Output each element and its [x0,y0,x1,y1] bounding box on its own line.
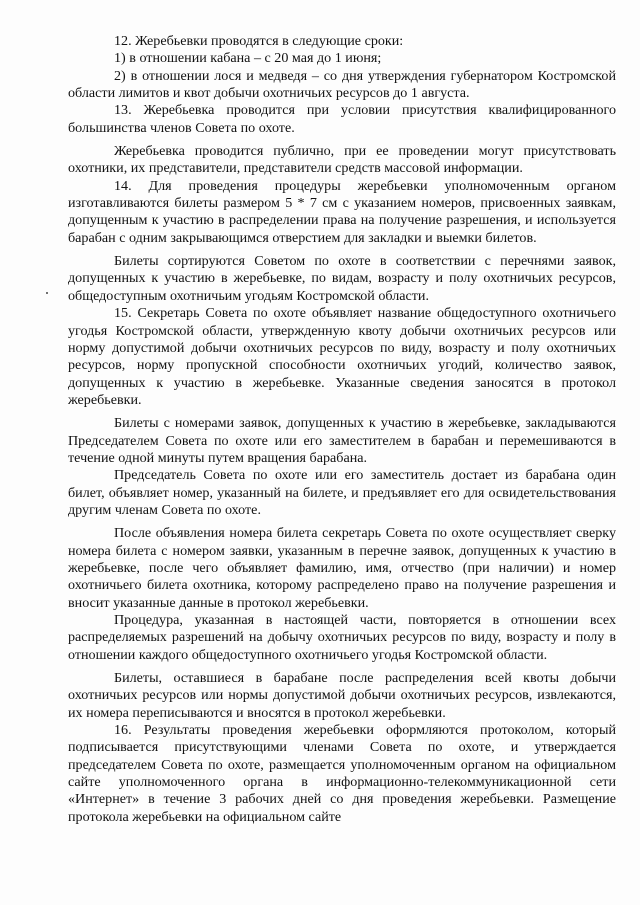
paragraph-14: 14. Для проведения процедуры жеребьевки уполномоченным органом изготавливаются билеты размером 5 * 7 см с указанием номеров, присвоенных заявкам, допущенным к участию в распределении права на получение разрешения, и используется барабан с одним закрывающимся отверстием для закладки и выемки билетов. [68,177,616,246]
paragraph-15-verification: После объявления номера билета секретарь Совета по охоте осуществляет сверку номера билета с номером заявки, указанным в перечне заявок, допущенных к участию в жеребьевке, после чего объявляет фамилию, имя, отчество (при наличии) и номер охотничьего билета охотника, которому распределено право на получение разрешения и вносит указанные данные в протокол жеребьевки. [68,525,616,611]
paragraph-14-sorting: Билеты сортируются Советом по охоте в соответствии с перечнями заявок, допущенных к участию в жеребьевке, по видам, возрасту и полу охотничьих ресурсов, общедоступным охотничьим угодьям Костромской области. [68,253,616,304]
document-body [68,33,616,826]
paragraph-15-repeat: Процедура, указанная в настоящей части, повторяется в отношении всех распределяемых разрешений на добычу охотничьих ресурсов по виду, возрасту и полу в отношении каждого общедоступного охотничьего угодья Костромской области. [68,612,616,663]
paragraph-15-remaining: Билеты, оставшиеся в барабане после распределения всей квоты добычи охотничьих ресурсов или нормы допустимой добычи охотничьих ресурсов, извлекаются, их номера переписываются и вносятся в протокол жеребьевки. [68,670,616,721]
paragraph-12-heading: 12. Жеребьевки проводятся в следующие сроки: [114,33,404,49]
paragraph-13: 13. Жеребьевка проводится при условии присутствия квалифицированного большинства членов Совета по охоте. [68,102,616,136]
paragraph-15: 15. Секретарь Совета по охоте объявляет название общедоступного охотничьего угодья Костромской области, утвержденную квоту добычи охотничьих ресурсов или норму допустимой добычи охотничьих ресурсов по виду, возрасту и полу охотничьих ресурсов, норму пропускной способности охотничьих угодий, количество заявок, допущенных к участию в жеребьевке. Указанные сведения заносятся в протокол жеребьевки. [68,305,616,408]
paragraph-12-item-2: 2) в отношении лося и медведя – со дня утверждения губернатором Костромской области лимитов и квот добычи охотничьих ресурсов до 1 августа. [68,67,616,102]
scan-speck [46,292,48,294]
paragraph-13-publicity: Жеребьевка проводится публично, при ее проведении могут присутствовать охотники, их представители, представители средств массовой информации. [68,143,616,177]
paragraph-12-item-1: 1) в отношении кабана – с 20 мая до 1 июня; [114,50,382,67]
paragraph-15-tickets: Билеты с номерами заявок, допущенных к участию в жеребьевке, закладываются Председателем Совета по охоте или его заместителем в барабан и перемешиваются в течение одной минуты путем вращения барабана. [68,415,616,466]
paragraph-16: 16. Результаты проведения жеребьевки оформляются протоколом, который подписывается присутствующими членами Совета по охоте, и утверждается председателем Совета по охоте, размещается уполномоченным органом на официальном сайте уполномоченного органа в информационно-телекоммуникационной сети «Интернет» в течение 3 рабочих дней со дня проведения жеребьевки. Размещение протокола жеребьевки на официальном сайте [68,722,616,825]
paragraph-15-draw: Председатель Совета по охоте или его заместитель достает из барабана один билет, объявляет номер, указанный на билете, и предъявляет его для освидетельствования другим членам Совета по охоте. [68,467,616,518]
